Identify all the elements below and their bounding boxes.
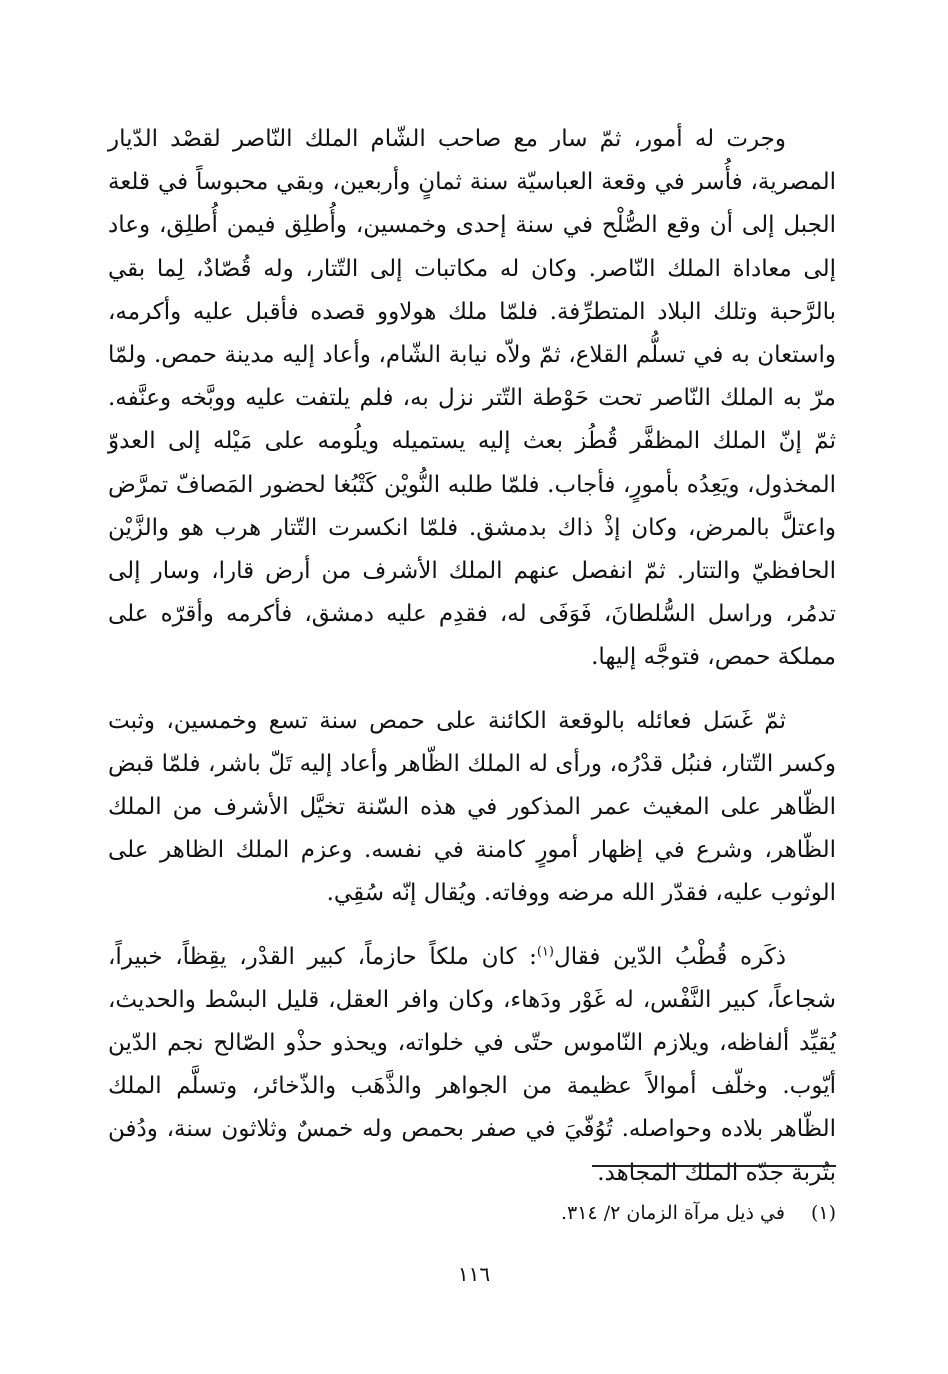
footnote-divider [592,1165,836,1167]
footnote-number: (١) [810,1202,836,1224]
footnote [300,1198,836,1228]
body-text [108,118,836,1195]
paragraph-3-lead: ذكَره قُطْبُ الدّين فقال [553,943,786,970]
footnote-marker: (١) [536,944,554,959]
paragraph-1: وجرت له أمور، ثمّ سار مع صاحب الشّام الملك النّاصر لقصْد الدّيار المصرية، فأُسر في وقعة العباسيّة سنة ثمانٍ وأربعين، وبقي محبوساً في قلعة الجبل إلى أن وقع الصُّلْح في سنة إحدى وخمسين، وأُطلِق فيمن أُطلِق، وعاد إلى معاداة الملك النّاصر. وكان له مكاتبات إلى التّتار، وله قُصّادٌ، لِما بقي بالرَّحبة وتلك البلاد المتطرِّفة. فلمّا ملك هولاوو قصده فأقبل عليه وأكرمه، واستعان به في تسلُّم القلاع، ثمّ ولاّه نيابة الشّام، وأعاد إليه مدينة حمص. ولمّا مرّ به الملك النّاصر تحت حَوْطة التّتر نزل به، فلم يلتفت عليه ووبَّخه وعنَّفه. ثمّ إنّ الملك المظفَّر قُطُز بعث إليه يستميله ويلُومه على مَيْله إلى العدوّ المخذول، ويَعِدُه بأمورٍ، فأجاب. فلمّا طلبه النُّويْن كَتْبُغا لحضور المَصافّ تمرَّض واعتلَّ بالمرض، وكان إذْ ذاك بدمشق. فلمّا انكسرت التّتار هرب هو والزَّيْن الحافظيّ والتتار. ثمّ انفصل عنهم الملك الأشرف من أرض قارا، وسار إلى تدمُر، وراسل السُّلطانَ، فَوَفَى له، فقدِم عليه دمشق، فأكرمه وأقرّه على مملكة حمص، فتوجَّه إليها. [108,126,836,671]
paragraph-3-body: : كان ملكاً حازماً، كبير القدْر، يقِظاً، خبيراً، شجاعاً، كبير النَّفْس، له غَوْر ودَهاء، وكان وافر العقل، قليل البسْط والحديث، يُقيِّد ألفاظه، ويلازم النّاموس حتّى في خلواته، ويحذو حذْو الصّالح نجم الدّين أيّوب. وخلّف أموالاً عظيمة من الجواهر والذَّهَب والذّخائر، وتسلَّم الملك الظّاهر بلاده وحواصله. تُوُفّيَ في صفر بحمص وله خمسٌ وثلاثون [108,943,836,1143]
paragraph-2: ثمّ غَسَل فعائله بالوقعة الكائنة على حمص سنة تسع وخمسين، وثبت وكسر التّتار، فنبُل قدْرُه، ورأى له الملك الظّاهر وأعاد إليه تَلّ باشر، فلمّا قبض الظّاهر على المغيث عمر المذكور في هذه السّنة تخيَّل الأشرف من الملك الظّاهر، وشرع في إظهار أمورٍ كامنة في نفسه. وعزم الملك الظاهر على الوثوب عليه، فقدّر الله مرضه ووفاته. ويُقال إنّه سُقِي. [108,707,836,907]
page-number: ١١٦ [457,1262,491,1286]
paragraph-3 [108,936,836,1195]
paragraph-3-tail: سنة، ودُفن بتُربة جدّه الملك المجاهد. [108,1116,836,1186]
footnote-text: في ذيل مرآة الزمان ٢/ ٣١٤. [561,1202,785,1224]
